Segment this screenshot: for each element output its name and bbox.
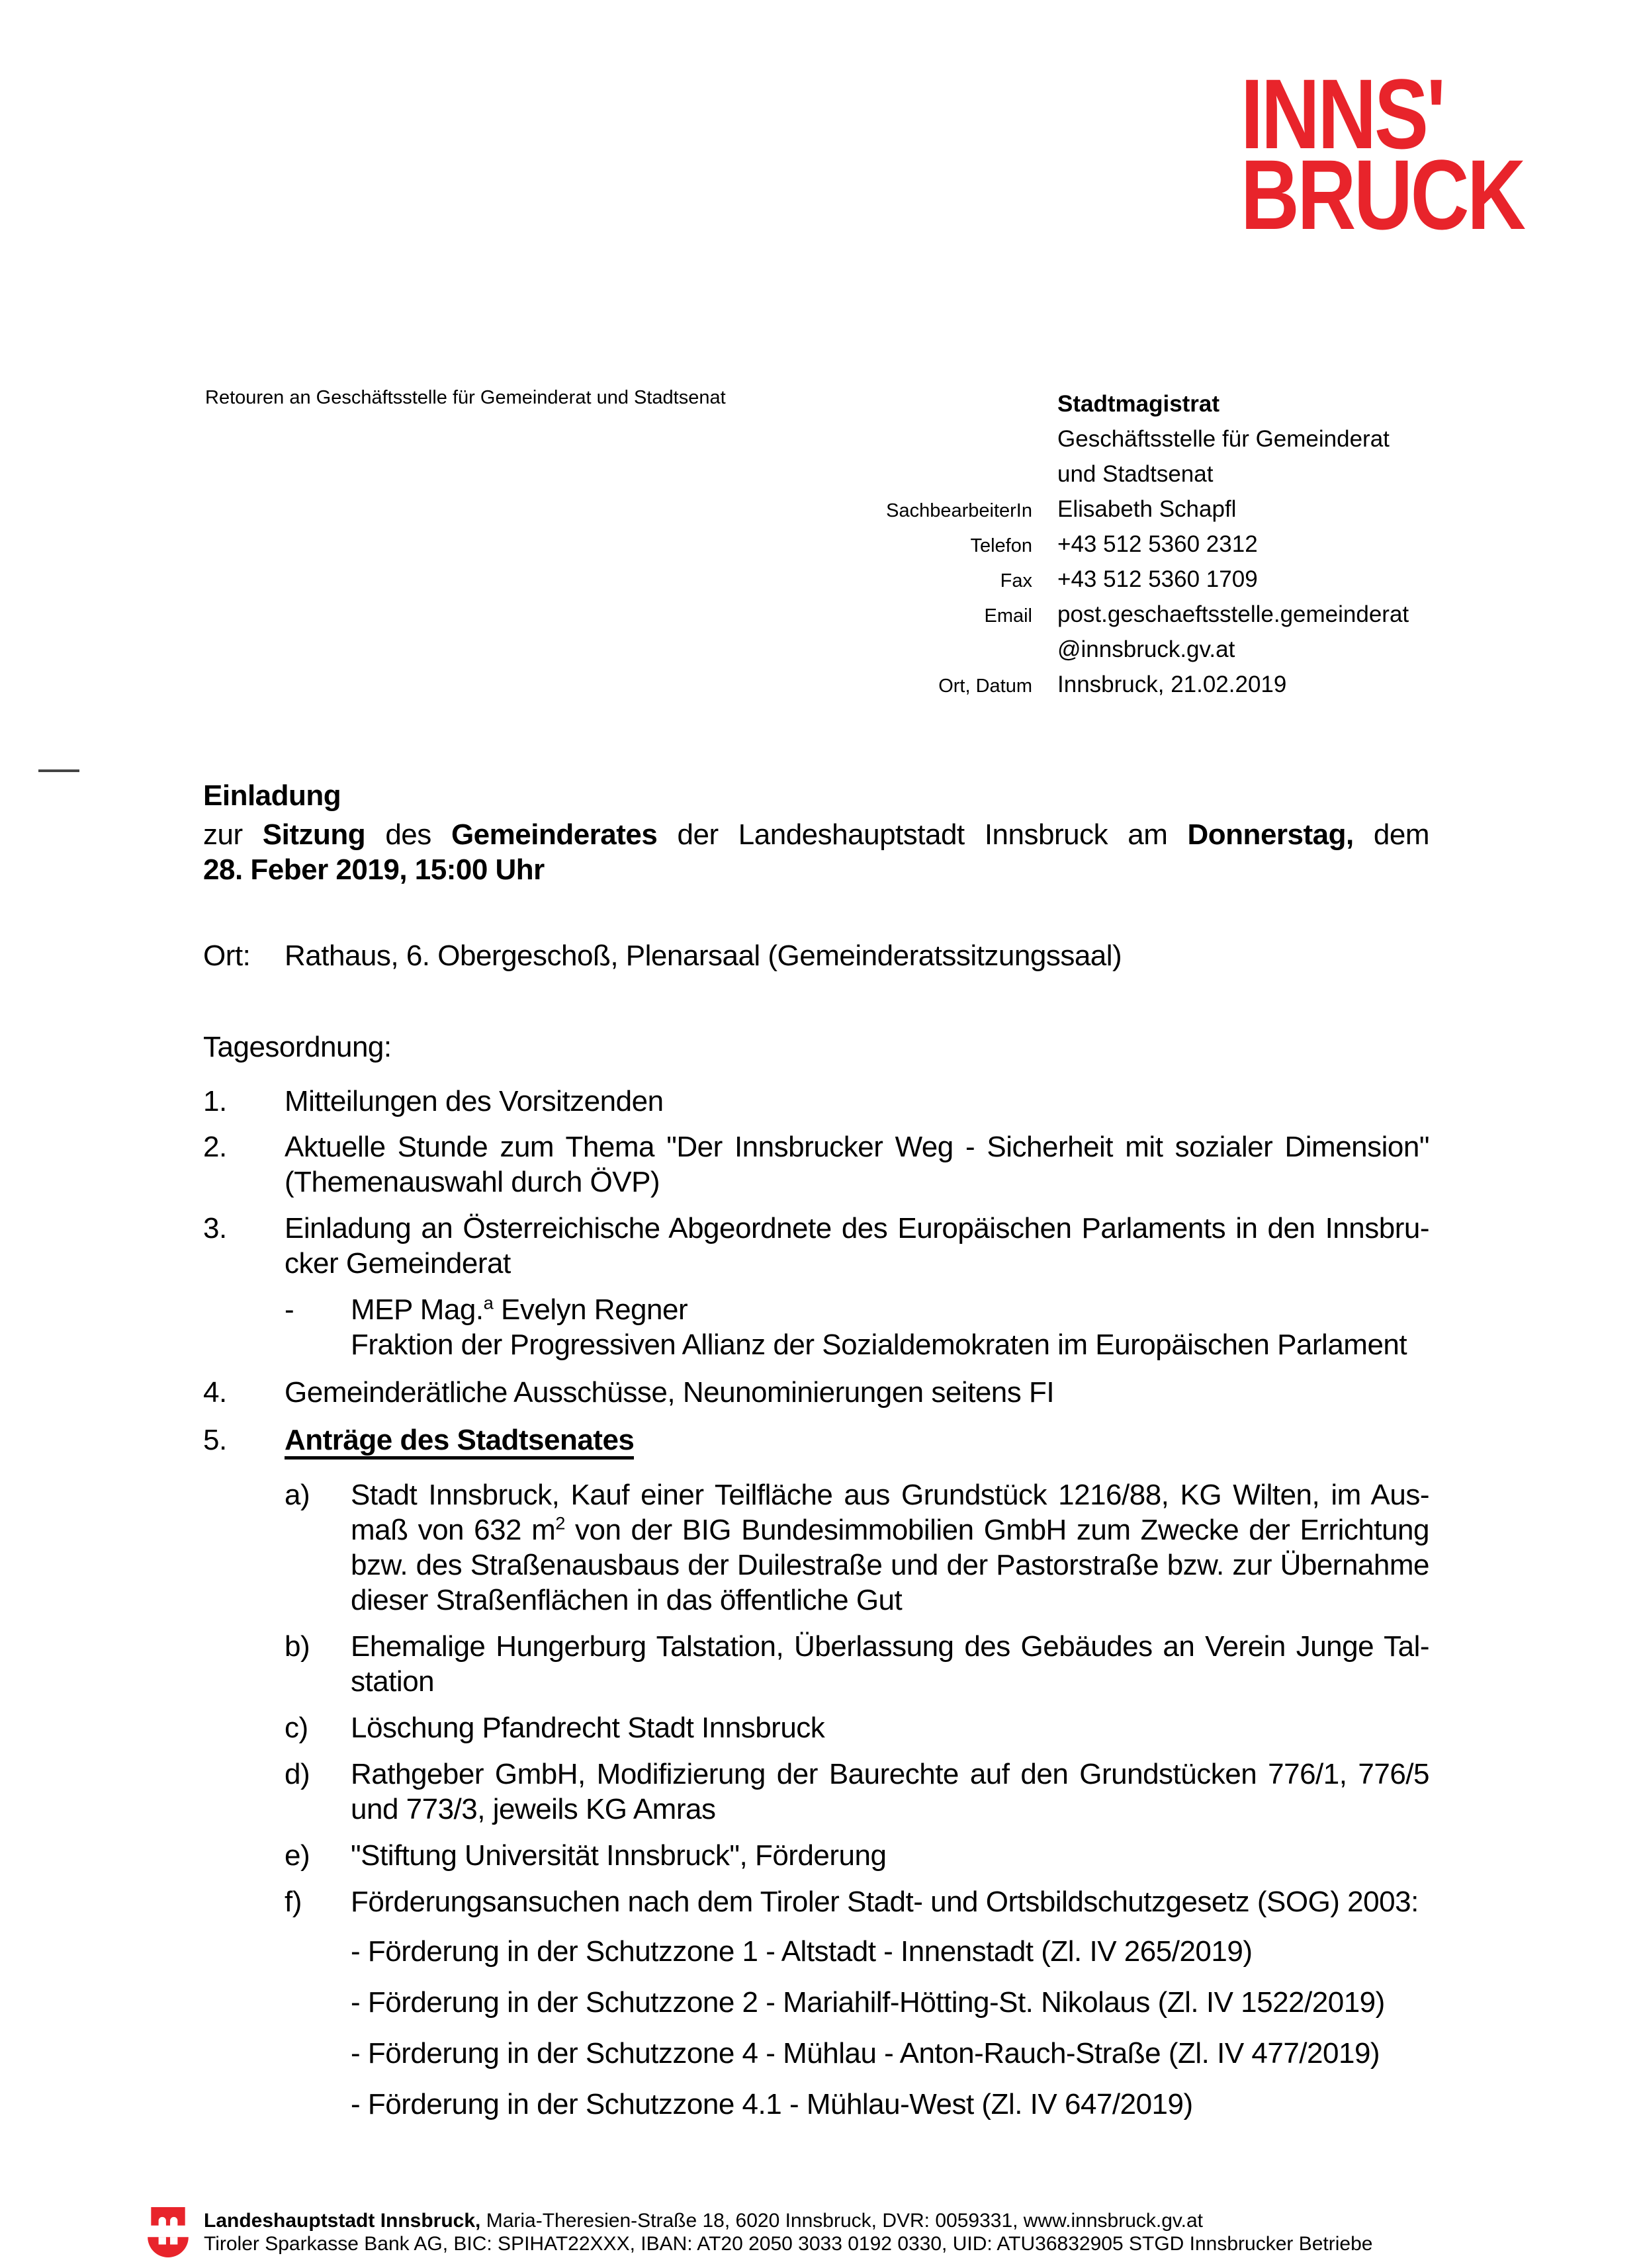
- contact-value: +43 512 5360 1709: [1057, 566, 1258, 592]
- text-segment: Anträge des Stadtsenates: [285, 1424, 634, 1460]
- agenda-heading: Tagesordnung:: [203, 1031, 392, 1063]
- contact-row: [802, 601, 1530, 636]
- text-line: [351, 1757, 1429, 1792]
- text-segment: Donnerstag,: [1187, 818, 1354, 851]
- text-segment: - Förderung in der Schutzzone 4 - Mühlau - Anton-Rauch-Straße (Zl. IV 477/2019): [351, 2037, 1380, 2070]
- text-segment: des: [365, 818, 451, 851]
- agenda-text: [351, 1884, 1429, 1919]
- text-line: [285, 1084, 1429, 1119]
- text-segment: Fraktion der Progressiven Allianz der Sozialdemokraten im Europäischen Parlament: [351, 1329, 1407, 1361]
- text-line: [351, 1477, 1429, 1512]
- text-segment: dem: [1353, 818, 1429, 851]
- text-segment: und 773/3, jeweils KG Amras: [351, 1793, 716, 1825]
- agenda-item: [203, 1934, 1429, 1969]
- text-line: [351, 1838, 1429, 1873]
- text-line: [285, 1375, 1429, 1410]
- text-line: [351, 1884, 1429, 1919]
- text-segment: (Themenauswahl durch ÖVP): [285, 1166, 660, 1198]
- agenda-item: [203, 1629, 1429, 1699]
- contact-row: [802, 391, 1530, 426]
- text-segment: MEP Mag.: [351, 1293, 484, 1326]
- agenda-text: [351, 1629, 1429, 1699]
- location-label: Ort:: [203, 939, 251, 972]
- agenda-marker: 5.: [203, 1424, 227, 1456]
- agenda-item: [203, 1838, 1429, 1873]
- text-line: [351, 2036, 1429, 2071]
- text-line: [351, 1548, 1429, 1583]
- text-segment: Löschung Pfandrecht Stadt Innsbruck: [351, 1712, 825, 1744]
- text-line: [351, 1292, 1429, 1327]
- text-line: [351, 1792, 1429, 1827]
- agenda-marker: a): [285, 1479, 310, 1511]
- text-segment: 28. Feber 2019, 15:00 Uhr: [203, 853, 545, 886]
- text-segment: Sitzung: [262, 818, 366, 851]
- text-segment: station: [351, 1665, 435, 1698]
- text-line: [351, 1327, 1429, 1362]
- agenda-marker: 2.: [203, 1131, 227, 1163]
- contact-value: und Stadtsenat: [1057, 461, 1214, 487]
- agenda-text: [351, 1934, 1429, 1969]
- innsbruck-logo: [1241, 58, 1524, 250]
- fold-mark: [38, 769, 79, 772]
- text-line: [203, 817, 1429, 852]
- agenda-marker: 4.: [203, 1376, 227, 1409]
- text-segment: bzw. des Straßenausbaus der Duilestraße und der Pastorstraße bzw. zur Übernahme: [351, 1549, 1429, 1581]
- return-note: Retouren an Geschäftsstelle für Gemeinderat und Stadtsenat: [205, 387, 726, 408]
- agenda-item: [203, 1084, 1429, 1119]
- agenda-marker: f): [285, 1886, 302, 1918]
- text-segment: Rathgeber GmbH, Modifizierung der Baurechte auf den Grundstücken 776/1, 776/5: [351, 1758, 1429, 1790]
- text-segment: a: [483, 1292, 494, 1313]
- agenda-marker: -: [285, 1293, 294, 1326]
- agenda-text: [351, 1477, 1429, 1618]
- text-line: [285, 1246, 1429, 1281]
- agenda-item: [203, 1757, 1429, 1827]
- agenda-text: [285, 1211, 1429, 1281]
- text-segment: Landeshauptstadt Innsbruck,: [204, 2210, 481, 2232]
- intro-paragraph: [203, 817, 1429, 887]
- text-line: [285, 1129, 1429, 1164]
- location-value: Rathaus, 6. Obergeschoß, Plenarsaal (Gemeinderatssitzungssaal): [285, 939, 1122, 972]
- contact-value: Elisabeth Schapfl: [1057, 496, 1237, 522]
- text-segment: Maria-Theresien-Straße 18, 6020 Innsbruck, DVR: 0059331, www.innsbruck.gv.at: [480, 2210, 1204, 2232]
- agenda-item: [203, 1710, 1429, 1745]
- contact-label: Email: [984, 605, 1032, 627]
- agenda-text: [351, 2087, 1429, 2122]
- agenda-text: [351, 2036, 1429, 2071]
- agenda-marker: 1.: [203, 1085, 227, 1117]
- text-segment: Einladung: [203, 779, 341, 812]
- text-segment: Förderungsansuchen nach dem Tiroler Stadt- und Ortsbildschutzgesetz (SOG) 2003:: [351, 1886, 1419, 1918]
- agenda-item: [203, 1884, 1429, 1919]
- footer: [204, 2209, 1593, 2255]
- contact-row: [802, 566, 1530, 601]
- text-segment: Mitteilungen des Vorsitzenden: [285, 1085, 664, 1117]
- text-segment: - Förderung in der Schutzzone 4.1 - Mühlau-West (Zl. IV 647/2019): [351, 2088, 1193, 2120]
- contact-block: [802, 391, 1530, 707]
- contact-value: +43 512 5360 2312: [1057, 531, 1258, 557]
- contact-label: Fax: [1000, 570, 1032, 591]
- text-line: [351, 1710, 1429, 1745]
- footer-line-2: [204, 2232, 1593, 2255]
- text-segment: Gemeinderätliche Ausschüsse, Neunominierungen seitens FI: [285, 1376, 1055, 1409]
- logo-line-1: INNS': [1241, 58, 1444, 169]
- text-segment: von der BIG Bundesimmobilien GmbH zum Zwecke der Errichtung: [564, 1514, 1430, 1546]
- contact-value: @innsbruck.gv.at: [1057, 636, 1235, 662]
- text-segment: Gemeinderates: [451, 818, 658, 851]
- text-segment: 2: [555, 1512, 565, 1534]
- text-line: [351, 1583, 1429, 1618]
- agenda-item: [203, 1211, 1429, 1281]
- contact-value: Geschäftsstelle für Gemeinderat: [1057, 426, 1390, 452]
- text-line: [351, 1629, 1429, 1664]
- agenda-item: [203, 2087, 1429, 2122]
- text-line: [351, 1664, 1429, 1699]
- text-segment: cker Gemeinderat: [285, 1247, 511, 1280]
- agenda-text: [351, 1292, 1429, 1362]
- agenda-text: [285, 1422, 1429, 1458]
- agenda-marker: c): [285, 1712, 308, 1744]
- agenda-marker: 3.: [203, 1212, 227, 1244]
- agenda-text: [351, 1838, 1429, 1873]
- text-segment: maß von 632 m: [351, 1514, 556, 1546]
- text-segment: Ehemalige Hungerburg Talstation, Überlassung des Gebäudes an Verein Junge Tal-: [351, 1630, 1429, 1663]
- contact-row: [802, 672, 1530, 707]
- agenda-text: [351, 1985, 1429, 2020]
- agenda-item: [203, 1422, 1429, 1458]
- contact-row: [802, 636, 1530, 672]
- agenda-item: [203, 1477, 1429, 1618]
- text-segment: Tiroler Sparkasse Bank AG, BIC: SPIHAT22XXX, IBAN: AT20 2050 3033 0192 0330, UID: ATU36832905 STGD Innsbrucker Betriebe: [204, 2233, 1373, 2255]
- text-segment: Aktuelle Stunde zum Thema "Der Innsbrucker Weg - Sicherheit mit sozialer Dimension": [285, 1131, 1429, 1163]
- text-segment: dieser Straßenflächen in das öffentliche Gut: [351, 1584, 903, 1616]
- innsbruck-crest-icon: [146, 2207, 190, 2257]
- contact-row: [802, 461, 1530, 496]
- contact-value: Stadtmagistrat: [1057, 391, 1220, 417]
- contact-label: Telefon: [970, 535, 1032, 556]
- agenda-text: [285, 1084, 1429, 1119]
- text-segment: zur: [203, 818, 263, 851]
- agenda-marker: e): [285, 1839, 310, 1872]
- document-title: [203, 778, 1429, 813]
- agenda-marker: b): [285, 1630, 310, 1663]
- text-segment: der Landeshauptstadt Innsbruck am: [657, 818, 1188, 851]
- contact-label: Ort, Datum: [938, 676, 1032, 697]
- text-line: [351, 2087, 1429, 2122]
- text-segment: - Förderung in der Schutzzone 1 - Altstadt - Innenstadt (Zl. IV 265/2019): [351, 1935, 1253, 1968]
- text-line: [351, 1985, 1429, 2020]
- contact-value: Innsbruck, 21.02.2019: [1057, 672, 1287, 697]
- text-segment: Stadt Innsbruck, Kauf einer Teilfläche aus Grundstück 1216/88, KG Wilten, im Aus-: [351, 1479, 1429, 1511]
- location-row: [203, 938, 1429, 973]
- agenda-text: [285, 1129, 1429, 1199]
- footer-line-1: [204, 2209, 1593, 2232]
- text-segment: "Stiftung Universität Innsbruck", Förderung: [351, 1839, 887, 1872]
- agenda-item: [203, 1985, 1429, 2020]
- agenda-item: [203, 1375, 1429, 1410]
- contact-row: [802, 496, 1530, 531]
- text-line: [285, 1211, 1429, 1246]
- agenda-item: [203, 1129, 1429, 1199]
- agenda-marker: d): [285, 1758, 310, 1790]
- text-line: [203, 852, 1429, 887]
- text-line: [285, 1422, 1429, 1458]
- agenda-text: [285, 1375, 1429, 1410]
- contact-value: post.geschaeftsstelle.gemeinderat: [1057, 601, 1409, 627]
- text-segment: Evelyn Regner: [493, 1293, 688, 1326]
- agenda-item: [203, 2036, 1429, 2071]
- contact-row: [802, 426, 1530, 461]
- text-line: [351, 1934, 1429, 1969]
- agenda-text: [351, 1710, 1429, 1745]
- text-line: [285, 1164, 1429, 1199]
- agenda-text: [351, 1757, 1429, 1827]
- agenda-item: [203, 1292, 1429, 1362]
- text-segment: Einladung an Österreichische Abgeordnete des Europäischen Parlaments in den Innsbru-: [285, 1212, 1429, 1244]
- text-segment: - Förderung in der Schutzzone 2 - Mariahilf-Hötting-St. Nikolaus (Zl. IV 1522/2019): [351, 1986, 1385, 2019]
- text-line: [351, 1512, 1429, 1548]
- contact-label: SachbearbeiterIn: [886, 500, 1032, 521]
- logo-line-2: BRUCK: [1241, 139, 1524, 250]
- contact-row: [802, 531, 1530, 566]
